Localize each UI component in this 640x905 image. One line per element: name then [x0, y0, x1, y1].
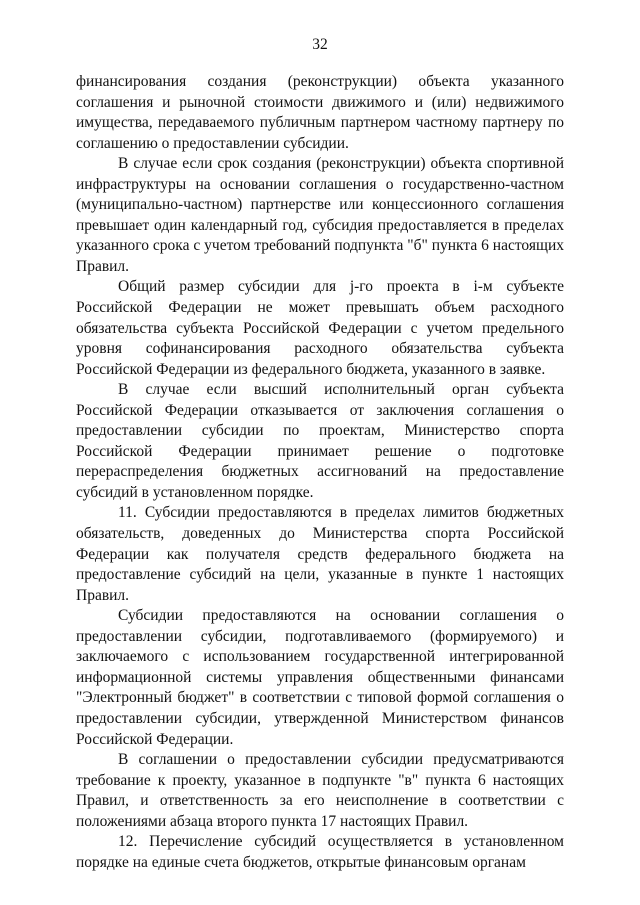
- document-body: [76, 72, 564, 873]
- paragraph-construction-term: В случае если срок создания (реконструкции) объекта спортивной инфраструктуры на основании соглашения о государственно-частном (муниципально-частном) партнерстве или концессионного соглашения превышает один календарный год, субсидия предоставляется в пределах указанного срока с учетом требований подпункта "б" пункта 6 настоящих Правил.: [76, 155, 564, 275]
- paragraph-continuation: финансирования создания (реконструкции) объекта указанного соглашения и рыночной стоимости движимого и (или) недвижимого имущества, передаваемого публичным партнером частному партнеру по соглашению о предоставлении субсидии.: [76, 73, 564, 152]
- paragraph-item-12: 12. Перечисление субсидий осуществляется в установленном порядке на единые счета бюджетов, открытые финансовым органам: [76, 833, 564, 871]
- paragraph-item-11: 11. Субсидии предоставляются в пределах лимитов бюджетных обязательств, доведенных до Министерства спорта Российской Федерации как получателя средств федерального бюджета на предоставление субсидий на цели, указанные в пункте 1 настоящих Правил.: [76, 504, 564, 604]
- paragraph-subsidy-size: Общий размер субсидии для j-го проекта в i-м субъекте Российской Федерации не может превышать объем расходного обязательства субъекта Российской Федерации с учетом предельного уровня софинансирования расходного обязательства субъекта Российской Федерации из федерального бюджета, указанного в заявке.: [76, 278, 564, 378]
- page-number: 32: [312, 36, 328, 53]
- paragraph-refusal: В случае если высший исполнительный орган субъекта Российской Федерации отказывается от заключения соглашения о предоставлении субсидии по проектам, Министерство спорта Российской Федерации принимает решение о подготовке перераспределения бюджетных ассигнований на предоставление субсидий в установленном порядке.: [76, 381, 564, 501]
- paragraph-agreement-requirements: В соглашении о предоставлении субсидии предусматриваются требование к проекту, указанное в подпункте "в" пункта 6 настоящих Правил, и ответственность за его неисполнение в соответствии с положениями абзаца второго пункта 17 настоящих Правил.: [76, 751, 564, 830]
- paragraph-agreement-basis: Субсидии предоставляются на основании соглашения о предоставлении субсидии, подготавливаемого (формируемого) и заключаемого с использованием государственной интегрированной информационной системы управления общественными финансами "Электронный бюджет" в соответствии с типовой формой соглашения о предоставлении субсидии, утвержденной Министерством финансов Российской Федерации.: [76, 607, 564, 748]
